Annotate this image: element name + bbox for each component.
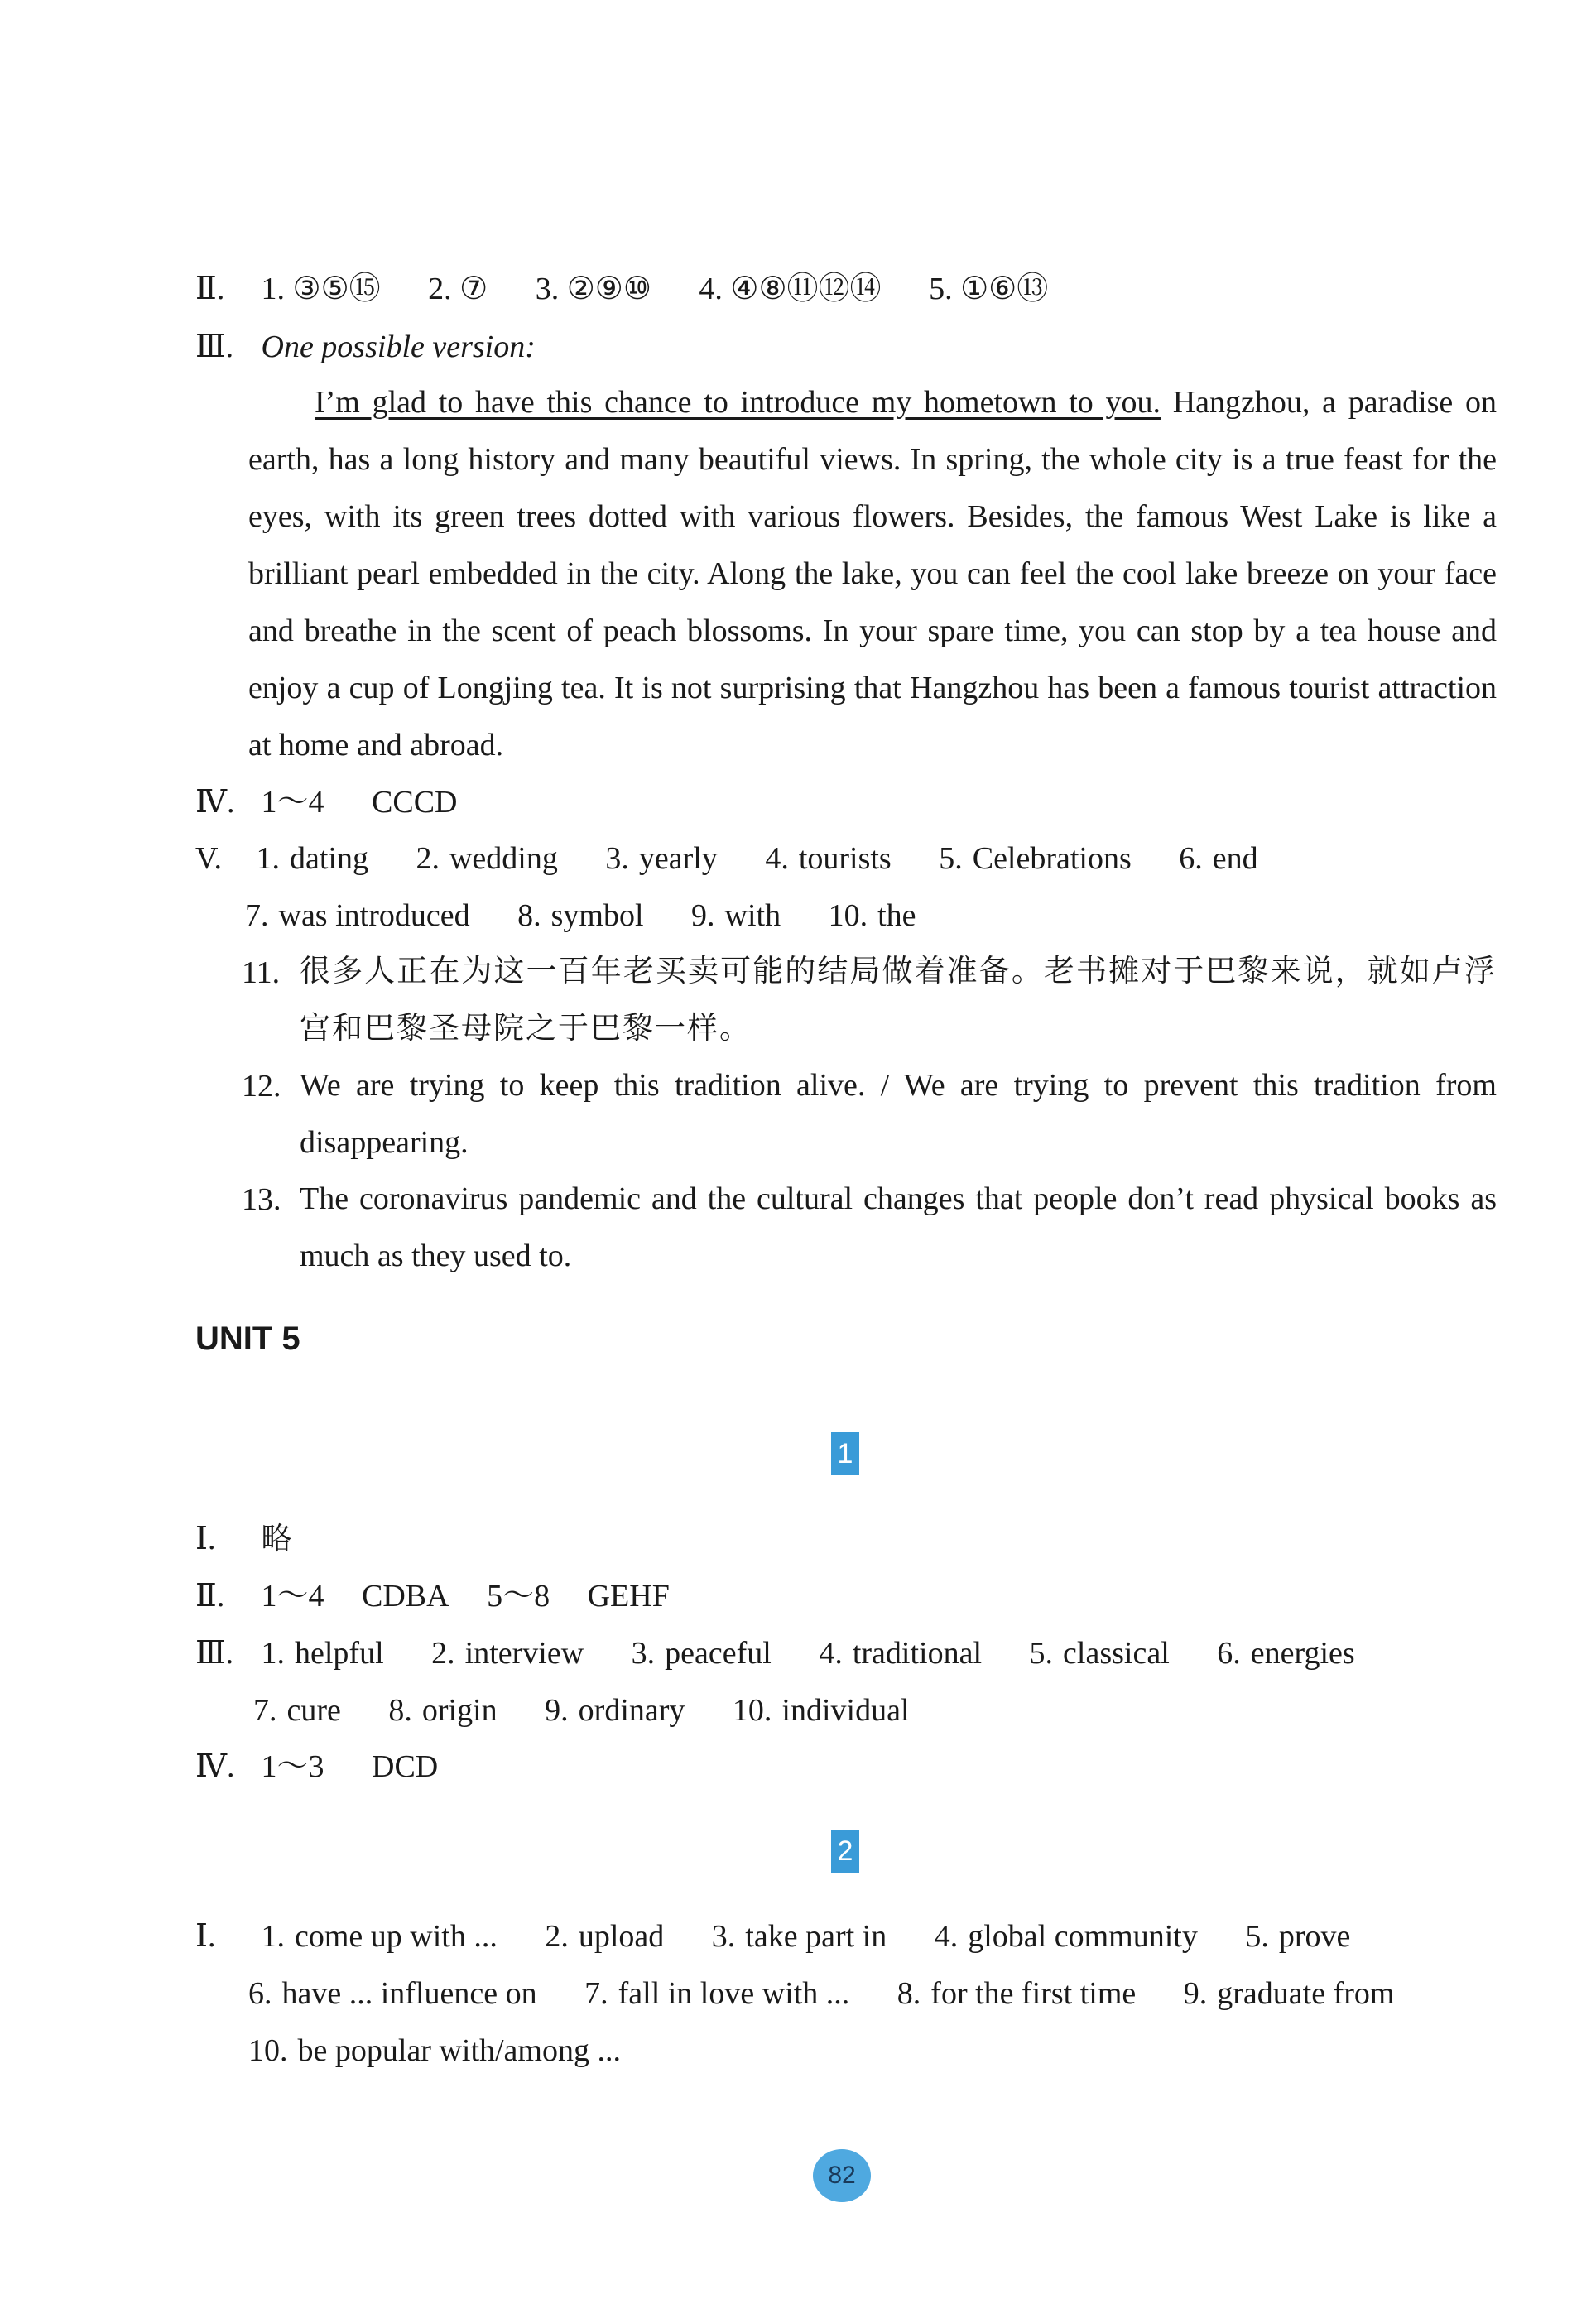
roman-numeral: Ⅰ. xyxy=(195,1522,216,1556)
item-number: 3. xyxy=(631,1636,656,1671)
answer: for the first time xyxy=(930,1976,1137,2011)
item-number: 3. xyxy=(605,841,629,876)
answer: have ... influence on xyxy=(281,1976,537,2011)
answer: global community xyxy=(968,1919,1198,1954)
item-number: 5. xyxy=(929,272,953,306)
item-number: 2. xyxy=(416,841,440,876)
item-range: 1～3 xyxy=(261,1749,324,1784)
item-number: 6. xyxy=(1217,1636,1241,1671)
item-number: 4. xyxy=(699,272,723,306)
answer: ⑦ xyxy=(459,272,488,306)
item-number: 7. xyxy=(245,898,269,933)
section-5-row-1 xyxy=(195,843,1258,874)
item-number: 1. xyxy=(256,841,280,876)
answer: traditional xyxy=(852,1636,983,1671)
item-number: 10. xyxy=(828,898,868,933)
answer: GEHF xyxy=(587,1579,670,1614)
section-4-answers xyxy=(195,786,458,818)
answer: DCD xyxy=(372,1749,439,1784)
item-number: 1. xyxy=(261,272,285,306)
part-2-section-1-row-2 xyxy=(248,1978,1394,2009)
answer: origin xyxy=(421,1693,498,1728)
unit-heading: UNIT 5 xyxy=(195,1320,300,1357)
section-3-heading xyxy=(195,331,536,363)
part-1-section-3-row-2 xyxy=(253,1695,910,1726)
item-13-answer: The coronavirus pandemic and the cultural changes that people don’t read physical books as much as they used to. xyxy=(300,1181,1497,1273)
item-number-12: 12. xyxy=(242,1069,281,1104)
item-number-11: 11. xyxy=(242,955,281,990)
item-range: 1～4 xyxy=(261,785,324,820)
version-label: One possible version: xyxy=(261,329,536,364)
item-number: 7. xyxy=(584,1976,608,2011)
answer: prove xyxy=(1278,1919,1351,1954)
item-number: 9. xyxy=(1183,1976,1208,2011)
answer: interview xyxy=(464,1636,584,1671)
answer: individual xyxy=(781,1693,910,1728)
item-number: 2. xyxy=(545,1919,569,1954)
roman-numeral: Ⅱ. xyxy=(195,272,225,306)
item-number-13: 13. xyxy=(242,1182,281,1217)
page-number: 82 xyxy=(813,2149,871,2202)
sample-essay xyxy=(248,374,1497,774)
item-number: 1. xyxy=(261,1919,285,1954)
answer: energies xyxy=(1250,1636,1355,1671)
answer: dating xyxy=(290,841,368,876)
roman-numeral: Ⅲ. xyxy=(195,1636,234,1671)
essay-underlined-sentence: I’m glad to have this chance to introduce my hometown to you. xyxy=(315,385,1161,420)
roman-numeral: Ⅱ. xyxy=(195,1579,225,1614)
item-number: 9. xyxy=(545,1693,569,1728)
item-number: 5. xyxy=(1245,1919,1269,1954)
item-number: 4. xyxy=(765,841,789,876)
answer: ordinary xyxy=(578,1693,685,1728)
item-number: 1. xyxy=(261,1636,285,1671)
answer: with xyxy=(724,898,781,933)
answer: fall in love with ... xyxy=(618,1976,850,2011)
item-number: 8. xyxy=(517,898,541,933)
answer: be popular with/among ... xyxy=(297,2033,621,2068)
answer: ②⑨⑩ xyxy=(566,272,651,306)
item-number: 3. xyxy=(535,272,560,306)
roman-numeral: Ⅲ. xyxy=(195,329,234,364)
roman-numeral: Ⅳ. xyxy=(195,1749,235,1784)
part-2-marker: 2 xyxy=(831,1830,859,1873)
item-11-translation: 很多人正在为这一百年老买卖可能的结局做着准备。老书摊对于巴黎来说，就如卢浮宫和巴黎圣母院之于巴黎一样。 xyxy=(300,953,1497,1046)
answer: CDBA xyxy=(362,1579,449,1614)
answer: graduate from xyxy=(1217,1976,1395,2011)
roman-numeral: Ⅰ. xyxy=(195,1919,216,1954)
answer: CCCD xyxy=(372,785,458,820)
item-number: 10. xyxy=(732,1693,772,1728)
answer: was introduced xyxy=(278,898,470,933)
answer: ③⑤⑮ xyxy=(292,272,381,306)
answer: 略 xyxy=(261,1521,294,1556)
item-12-answer: We are trying to keep this tradition alive. / We are trying to prevent this tradition from disappearing. xyxy=(300,1068,1497,1160)
answer: the xyxy=(877,898,916,933)
roman-numeral: Ⅳ. xyxy=(195,785,235,820)
answer: tourists xyxy=(798,841,892,876)
item-number: 10. xyxy=(248,2033,288,2068)
answer: classical xyxy=(1063,1636,1170,1671)
item-number: 4. xyxy=(934,1919,959,1954)
item-number: 2. xyxy=(431,1636,455,1671)
answer: ①⑥⑬ xyxy=(960,272,1049,306)
answer: peaceful xyxy=(665,1636,772,1671)
item-number: 7. xyxy=(253,1693,277,1728)
item-number: 4. xyxy=(819,1636,843,1671)
item-number: 5. xyxy=(1029,1636,1054,1671)
part-1-section-4 xyxy=(195,1751,438,1782)
answer: take part in xyxy=(745,1919,887,1954)
answer: Celebrations xyxy=(972,841,1132,876)
item-number: 6. xyxy=(248,1976,272,2011)
part-1-marker: 1 xyxy=(831,1432,859,1475)
section-5-row-2 xyxy=(245,900,916,931)
part-1-section-2 xyxy=(195,1580,670,1612)
answer: upload xyxy=(578,1919,665,1954)
item-number: 2. xyxy=(428,272,452,306)
answer: come up with ... xyxy=(295,1919,498,1954)
answer: helpful xyxy=(295,1636,384,1671)
part-1-section-3-row-1 xyxy=(195,1638,1355,1669)
answer: symbol xyxy=(550,898,644,933)
essay-body: Hangzhou, a paradise on earth, has a long history and many beautiful views. In spring, the whole city is a true feast for the eyes, with its green trees dotted with various flowers. Besides, the famous West Lake is like a brilliant pearl embedded in the city. Along the lake, you can feel the cool lake breeze on your face and breathe in the scent of peach blossoms. In your spare time, you can stop by a tea house and enjoy a cup of Longjing tea. It is not surprising that Hangzhou has been a famous tourist attraction at home and abroad. xyxy=(248,385,1497,762)
item-number: 6. xyxy=(1179,841,1203,876)
part-2-section-1-row-3 xyxy=(248,2035,621,2066)
answer: end xyxy=(1212,841,1258,876)
item-number: 9. xyxy=(691,898,715,933)
answer: yearly xyxy=(638,841,718,876)
answer: wedding xyxy=(449,841,558,876)
item-number: 5. xyxy=(939,841,963,876)
item-range: 1～4 xyxy=(261,1579,324,1614)
item-range: 5～8 xyxy=(487,1579,550,1614)
part-1-section-1 xyxy=(195,1523,294,1555)
item-number: 8. xyxy=(388,1693,412,1728)
answer: ④⑧⑪⑫⑭ xyxy=(730,272,882,306)
section-2-answers xyxy=(195,273,1048,305)
answer: cure xyxy=(286,1693,341,1728)
roman-numeral: V. xyxy=(195,841,223,876)
item-number: 8. xyxy=(897,1976,921,2011)
part-2-section-1-row-1 xyxy=(195,1921,1350,1952)
item-number: 3. xyxy=(711,1919,736,1954)
